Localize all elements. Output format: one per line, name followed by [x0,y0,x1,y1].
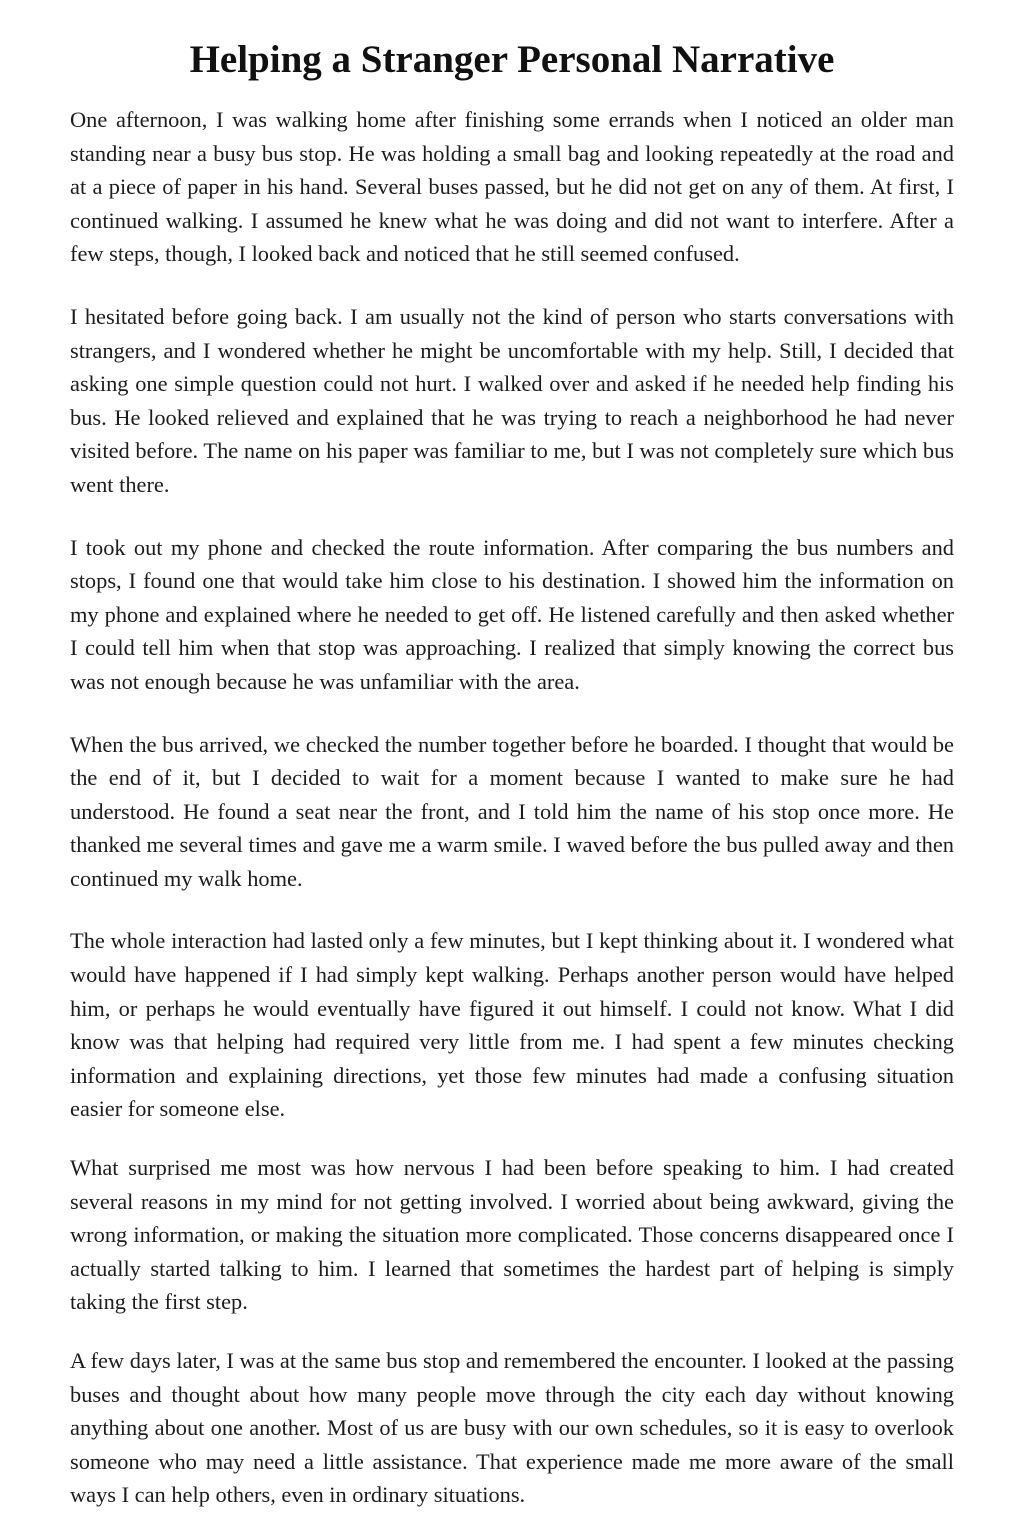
paragraph-7: A few days later, I was at the same bus stop and remembered the encounter. I looked at the passing buses and thought about how many people move through the city each day without knowing anything about one another. Most of us are busy with our own schedules, so it is easy to overlook someone who may need a little assistance. That experience made me more aware of the small ways I can help others, even in ordinary situations. [70,1348,954,1508]
document-title: Helping a Stranger Personal Narrative [189,38,835,81]
paragraph-5: The whole interaction had lasted only a few minutes, but I kept thinking about it. I wondered what would have happened if I had simply kept walking. Perhaps another person would have helped him, or perhaps he would eventually have figured it out himself. I could not know. What I did know was that helping had required very little from me. I had spent a few minutes checking information and explaining directions, yet those few minutes had made a confusing situation easier for someone else. [70,928,954,1122]
paragraph-1: One afternoon, I was walking home after finishing some errands when I noticed an older man standing near a busy bus stop. He was holding a small bag and looking repeatedly at the road and at a piece of paper in his hand. Several buses passed, but he did not get on any of them. At first, I continued walking. I assumed he knew what he was doing and did not want to interfere. After a few steps, though, I looked back and noticed that he still seemed confused. [70,107,954,267]
paragraph-4: When the bus arrived, we checked the number together before he boarded. I thought that would be the end of it, but I decided to wait for a moment because I wanted to make sure he had understood. He found a seat near the front, and I told him the name of his stop once more. He thanked me several times and gave me a warm smile. I waved before the bus pulled away and then continued my walk home. [70,731,954,891]
paragraph-6: What surprised me most was how nervous I had been before speaking to him. I had created several reasons in my mind for not getting involved. I worried about being awkward, giving the wrong information, or making the situation more complicated. Those concerns disappeared once I actually started talking to him. I learned that sometimes the hardest part of helping is simply taking the first step. [70,1155,954,1315]
paragraph-3: I took out my phone and checked the route information. After comparing the bus numbers and stops, I found one that would take him close to his destination. I showed him the information on my phone and explained where he needed to get off. He listened carefully and then asked whether I could tell him when that stop was approaching. I realized that simply knowing the correct bus was not enough because he was unfamiliar with the area. [70,534,954,694]
paragraph-2: I hesitated before going back. I am usually not the kind of person who starts conversations with strangers, and I wondered whether he might be uncomfortable with my help. Still, I decided that asking one simple question could not hurt. I walked over and asked if he needed help finding his bus. He looked relieved and explained that he was trying to reach a neighborhood he had never visited before. The name on his paper was familiar to me, but I was not completely sure which bus went there. [70,303,954,497]
